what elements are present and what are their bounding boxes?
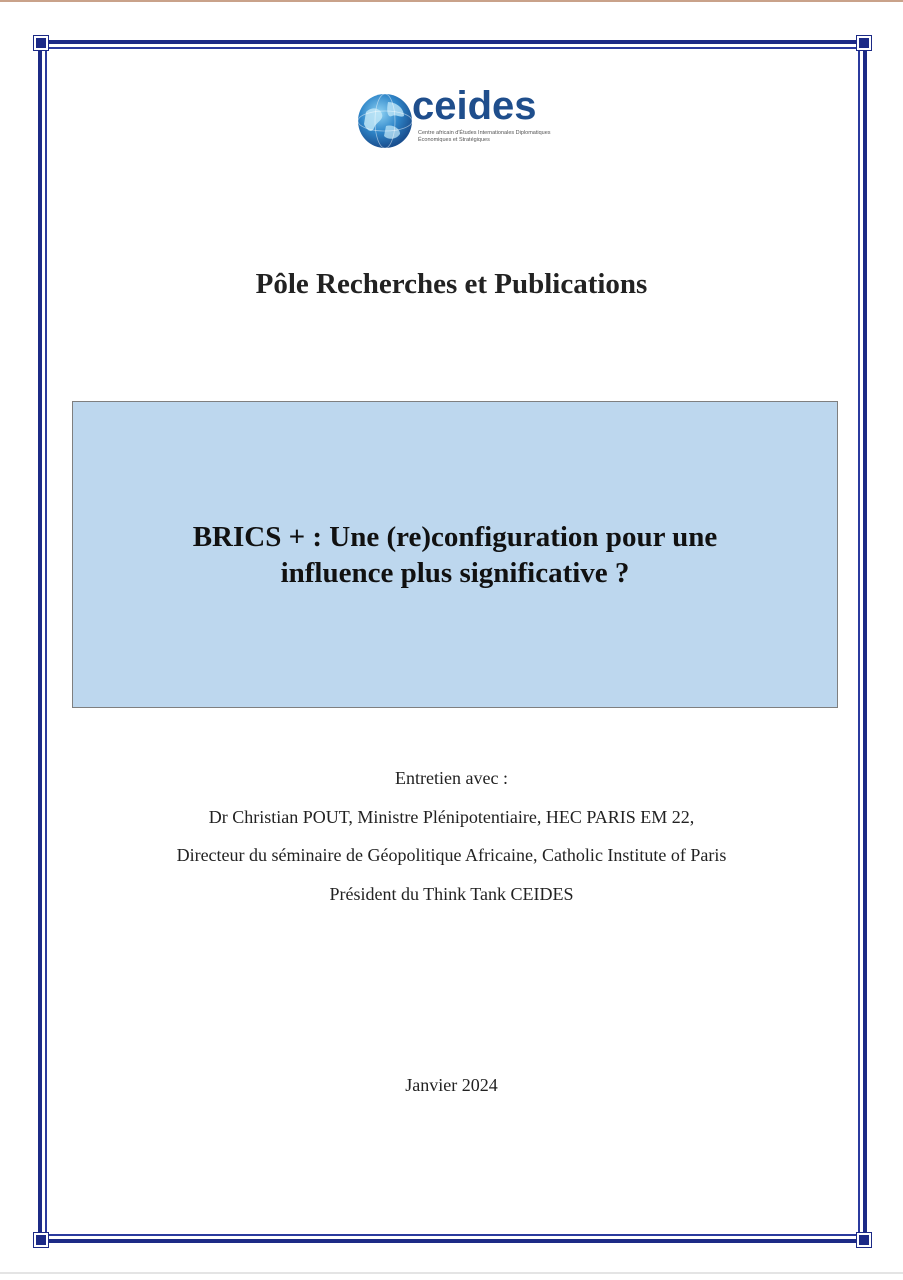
publication-date: Janvier 2024	[405, 1075, 498, 1095]
top-edge-line	[0, 0, 903, 2]
border-corner-ornament	[857, 1233, 871, 1247]
interview-credits	[0, 766, 903, 920]
document-title: BRICS + : Une (re)configuration pour une influence plus significative ?	[192, 520, 718, 589]
logo-wordmark: ceides	[412, 84, 537, 128]
title-box	[72, 401, 838, 708]
border-corner-ornament	[34, 36, 48, 50]
interview-line: Directeur du séminaire de Géopolitique Africaine, Catholic Institute of Paris	[176, 845, 727, 865]
bottom-edge-line	[0, 1272, 903, 1274]
logo-tagline: Centre africain d'Études Internationales Diplomatiques Économiques et Stratégiques	[418, 130, 551, 143]
interview-intro: Entretien avec :	[395, 768, 508, 788]
interview-line: Dr Christian POUT, Ministre Plénipotentiaire, HEC PARIS EM 22,	[208, 806, 695, 827]
border-corner-ornament	[34, 1233, 48, 1247]
globe-icon	[356, 92, 414, 150]
border-corner-ornament	[857, 36, 871, 50]
pole-title: Pôle Recherches et Publications	[255, 268, 648, 300]
ceides-logo	[356, 84, 556, 154]
interview-line: Président du Think Tank CEIDES	[329, 883, 574, 904]
